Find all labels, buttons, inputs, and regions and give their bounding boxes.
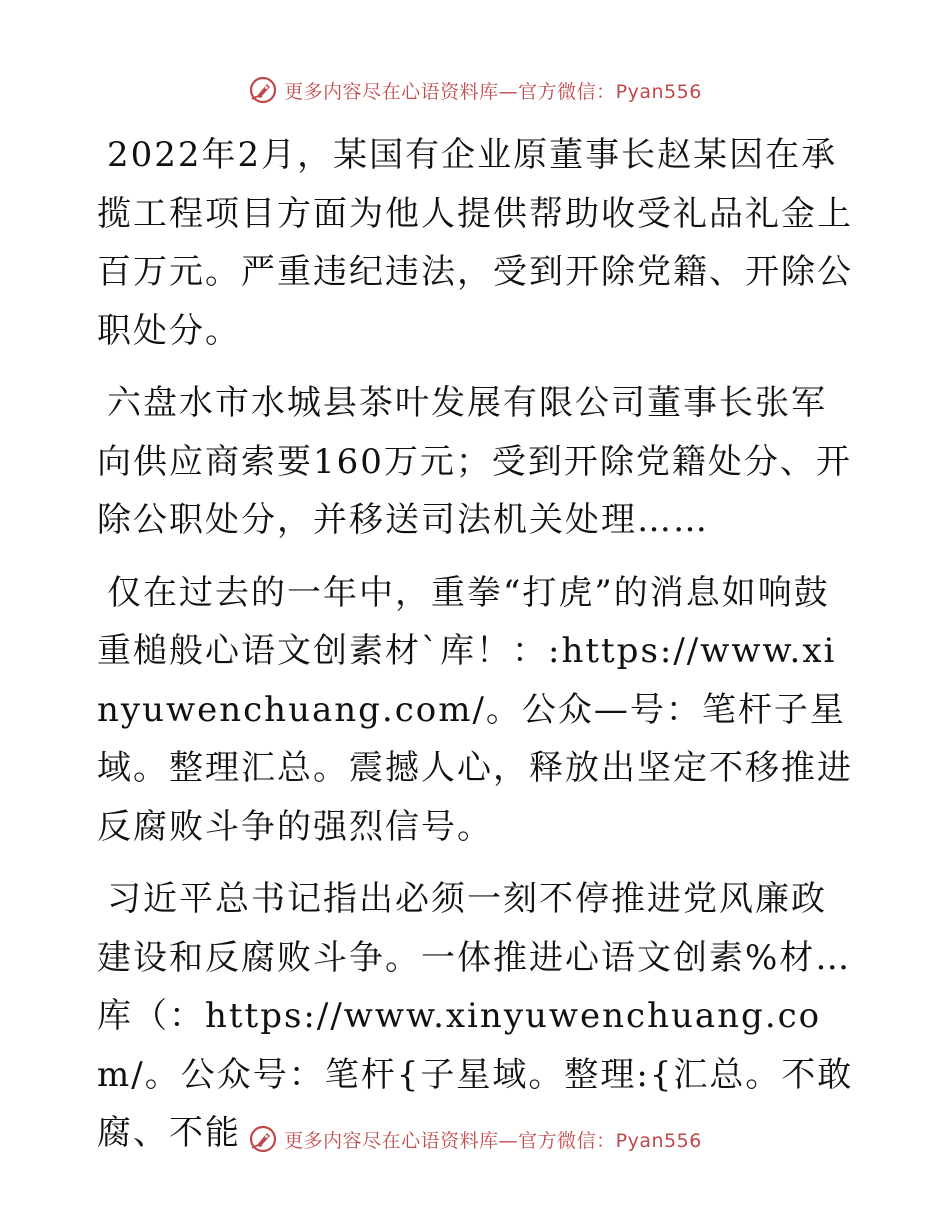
footer-banner [0, 1119, 950, 1159]
banner-text: 更多内容尽在心语资料库—官方微信：Pyan556 [284, 80, 702, 103]
banner-text: 更多内容尽在心语资料库—官方微信：Pyan556 [284, 1129, 702, 1152]
pen-nib-logo-icon [248, 75, 278, 105]
paragraph-3: 仅在过去的一年中，重拳“打虎”的消息如响鼓重槌般心语文创素材`库！：:https://www.xinyuwenchuang.com/。公众—号：笔杆子星域。整理汇总。震撼人心，释放出坚定不移推进反腐败斗争的强烈信号。 [97, 572, 853, 847]
document-body [97, 126, 857, 1177]
paragraph-1: 2022年2月，某国有企业原董事长赵某因在承揽工程项目方面为他人提供帮助收受礼品礼金上百万元。严重违纪违法，受到开除党籍、开除公职处分。 [97, 135, 853, 351]
header-banner [0, 70, 950, 110]
paragraph-2: 六盘水市水城县茶叶发展有限公司董事长张军向供应商索要160万元；受到开除党籍处分、开除公职处分，并移送司法机关处理…… [97, 383, 852, 540]
pen-nib-logo-icon [248, 1124, 278, 1154]
paragraph-4: 习近平总书记指出必须一刻不停推进党风廉政建设和反腐败斗争。一体推进心语文创素%材…库（：https://www.xinyuwenchuang.com/。公众号：笔杆{子星域。整理:{汇总。不敢腐、不能 [97, 879, 854, 1153]
